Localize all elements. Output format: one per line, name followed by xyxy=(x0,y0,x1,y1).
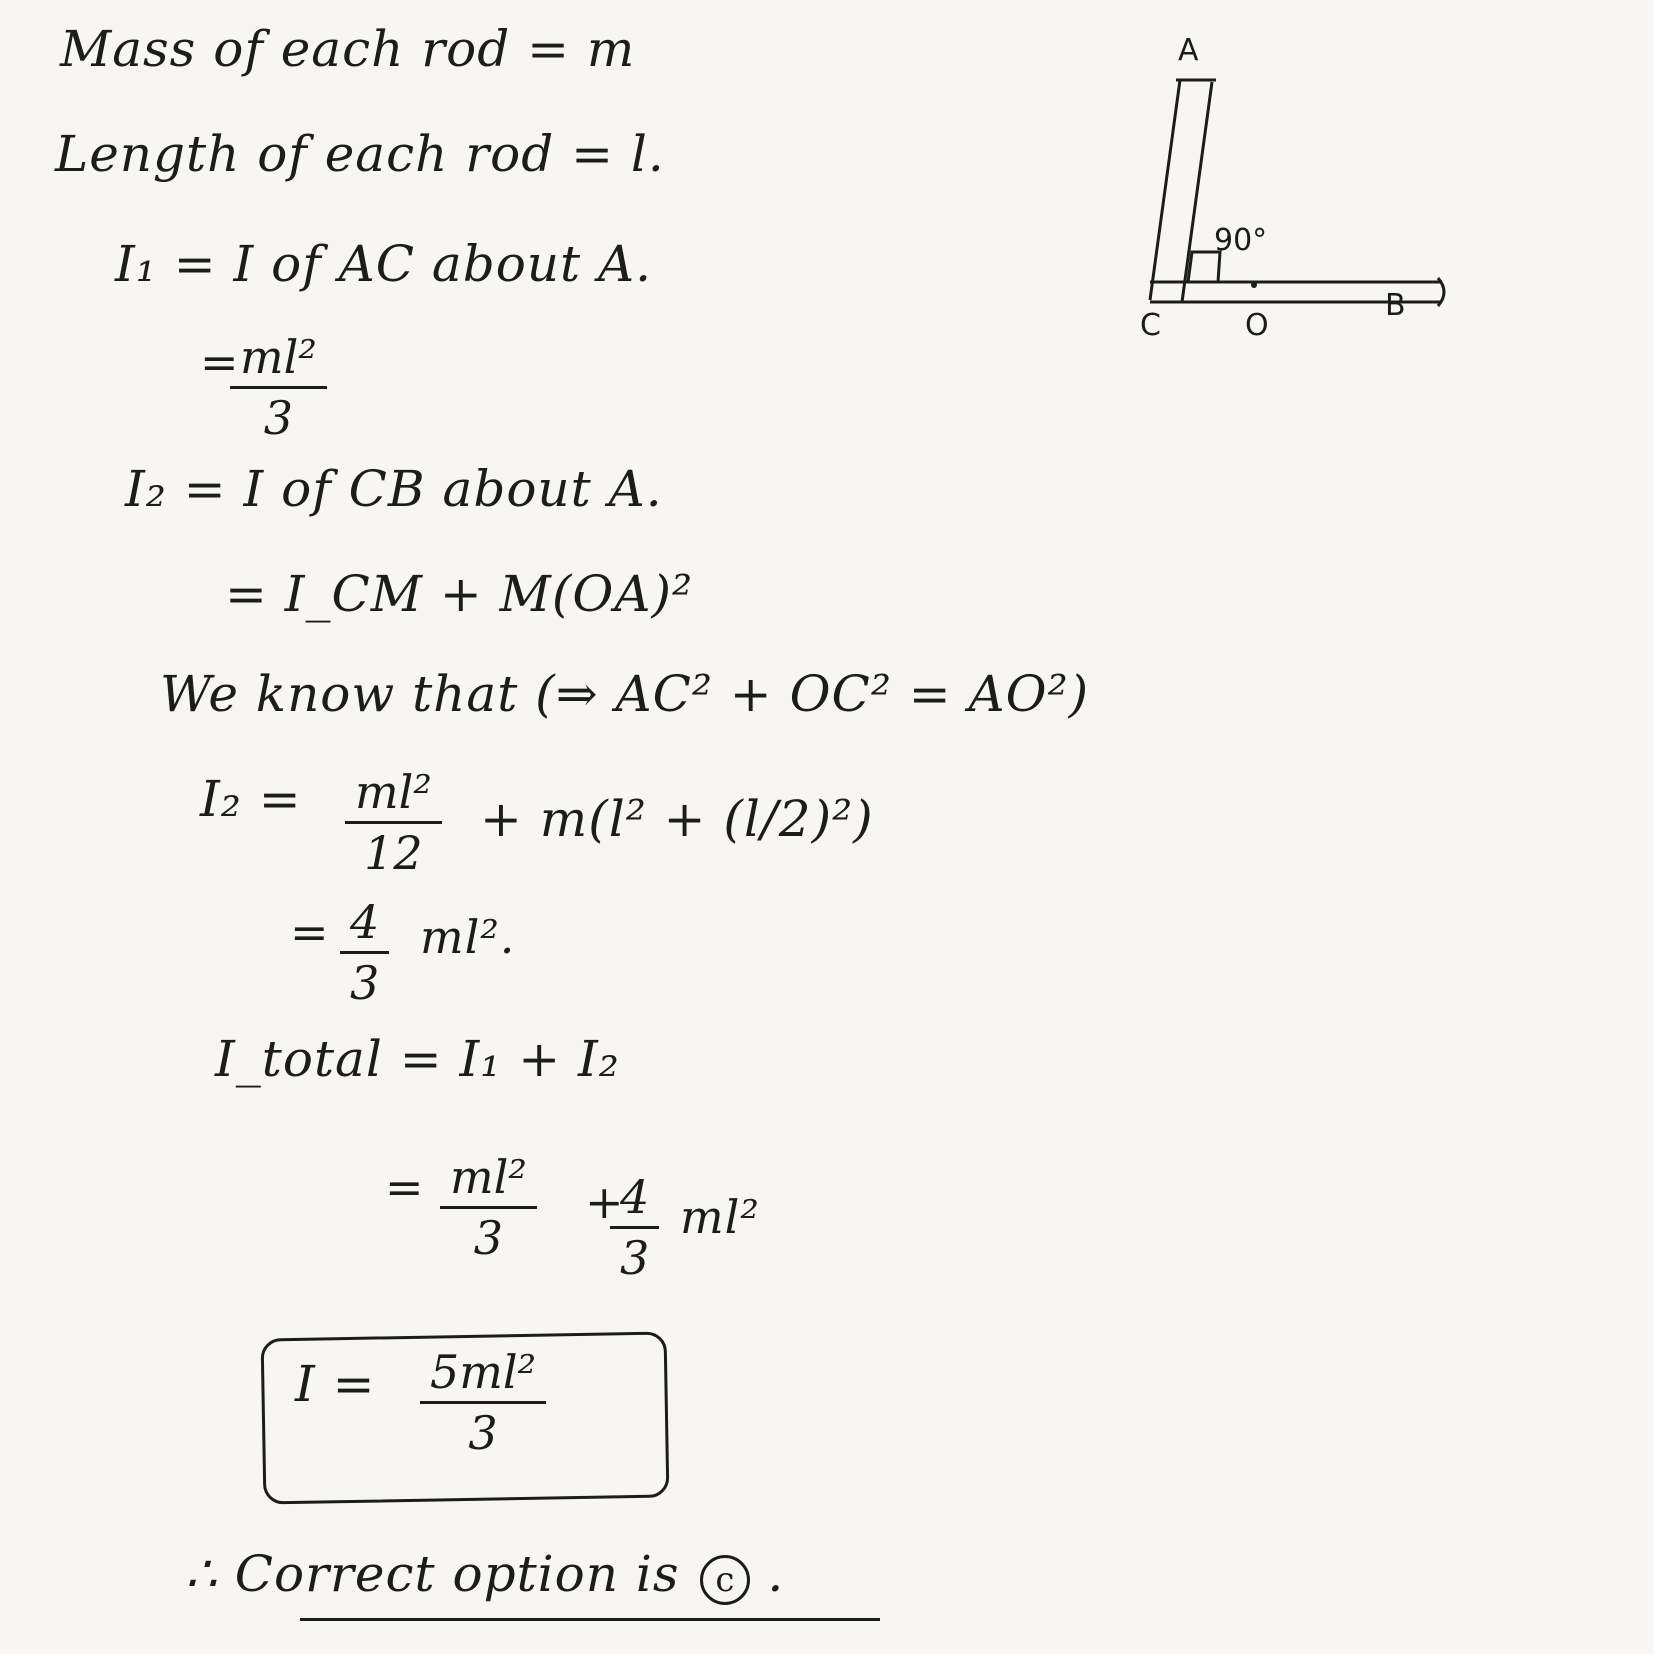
we-know-line: We know that (⇒ AC² + OC² = AO²) xyxy=(160,665,1090,723)
conclusion-underline xyxy=(300,1618,880,1621)
sum-first-fraction xyxy=(440,1150,537,1265)
i1-denominator: 3 xyxy=(263,391,294,445)
i2-cm-numerator: ml² xyxy=(345,765,442,824)
sum-second-numerator: 4 xyxy=(610,1170,659,1229)
i2-eval-rhs: + m(l² + (l/2)²) xyxy=(480,790,874,848)
conclusion-line xyxy=(185,1545,784,1605)
i1-fraction xyxy=(230,330,327,445)
sum-second-denominator: 3 xyxy=(620,1231,650,1285)
rod-ac-left-edge xyxy=(1150,80,1180,300)
answer-prefix: I = xyxy=(295,1355,376,1413)
rod-diagram xyxy=(1140,20,1530,360)
i2-result-numerator: 4 xyxy=(340,895,389,954)
period: . xyxy=(767,1545,785,1603)
mass-line: Mass of each rod = m xyxy=(60,20,636,78)
length-line: Length of each rod = l. xyxy=(55,125,665,183)
i1-equals: = xyxy=(200,335,240,389)
sum-second-suffix: ml² xyxy=(680,1190,760,1244)
total-definition: I_total = I₁ + I₂ xyxy=(215,1030,620,1088)
sum-second-fraction xyxy=(610,1170,659,1285)
label-c: C xyxy=(1140,308,1161,343)
i2-parallel-axis: = I_CM + M(OA)² xyxy=(225,565,694,623)
answer-denominator: 3 xyxy=(468,1406,498,1460)
i2-result-suffix: ml². xyxy=(420,910,516,964)
label-b: B xyxy=(1385,288,1406,323)
sum-first-numerator: ml² xyxy=(440,1150,537,1209)
label-o: O xyxy=(1245,308,1269,343)
i2-eval-lhs: I₂ = xyxy=(200,770,302,828)
label-a: A xyxy=(1178,33,1199,68)
conclusion-text: Correct option is xyxy=(234,1545,680,1603)
point-o-dot xyxy=(1251,282,1257,288)
answer-fraction xyxy=(420,1345,546,1460)
answer-numerator: 5ml² xyxy=(420,1345,546,1404)
sum-equals: = xyxy=(385,1160,425,1214)
i2-definition: I₂ = I of CB about A. xyxy=(125,460,663,518)
i2-cm-denominator: 12 xyxy=(364,826,423,880)
i2-cm-fraction xyxy=(345,765,442,880)
therefore-symbol: ∴ xyxy=(185,1545,235,1603)
sum-plus: + xyxy=(585,1175,625,1229)
rod-ac-right-edge xyxy=(1182,82,1212,302)
i1-numerator: ml² xyxy=(230,330,327,389)
angle-label: 90° xyxy=(1214,223,1268,258)
i1-definition: I₁ = I of AC about A. xyxy=(115,235,652,293)
sum-first-denominator: 3 xyxy=(473,1211,504,1265)
i2-result-denominator: 3 xyxy=(350,956,380,1010)
i2-result-equals: = xyxy=(290,905,330,959)
circled-option: c xyxy=(700,1555,750,1605)
i2-result-fraction xyxy=(340,895,389,1010)
